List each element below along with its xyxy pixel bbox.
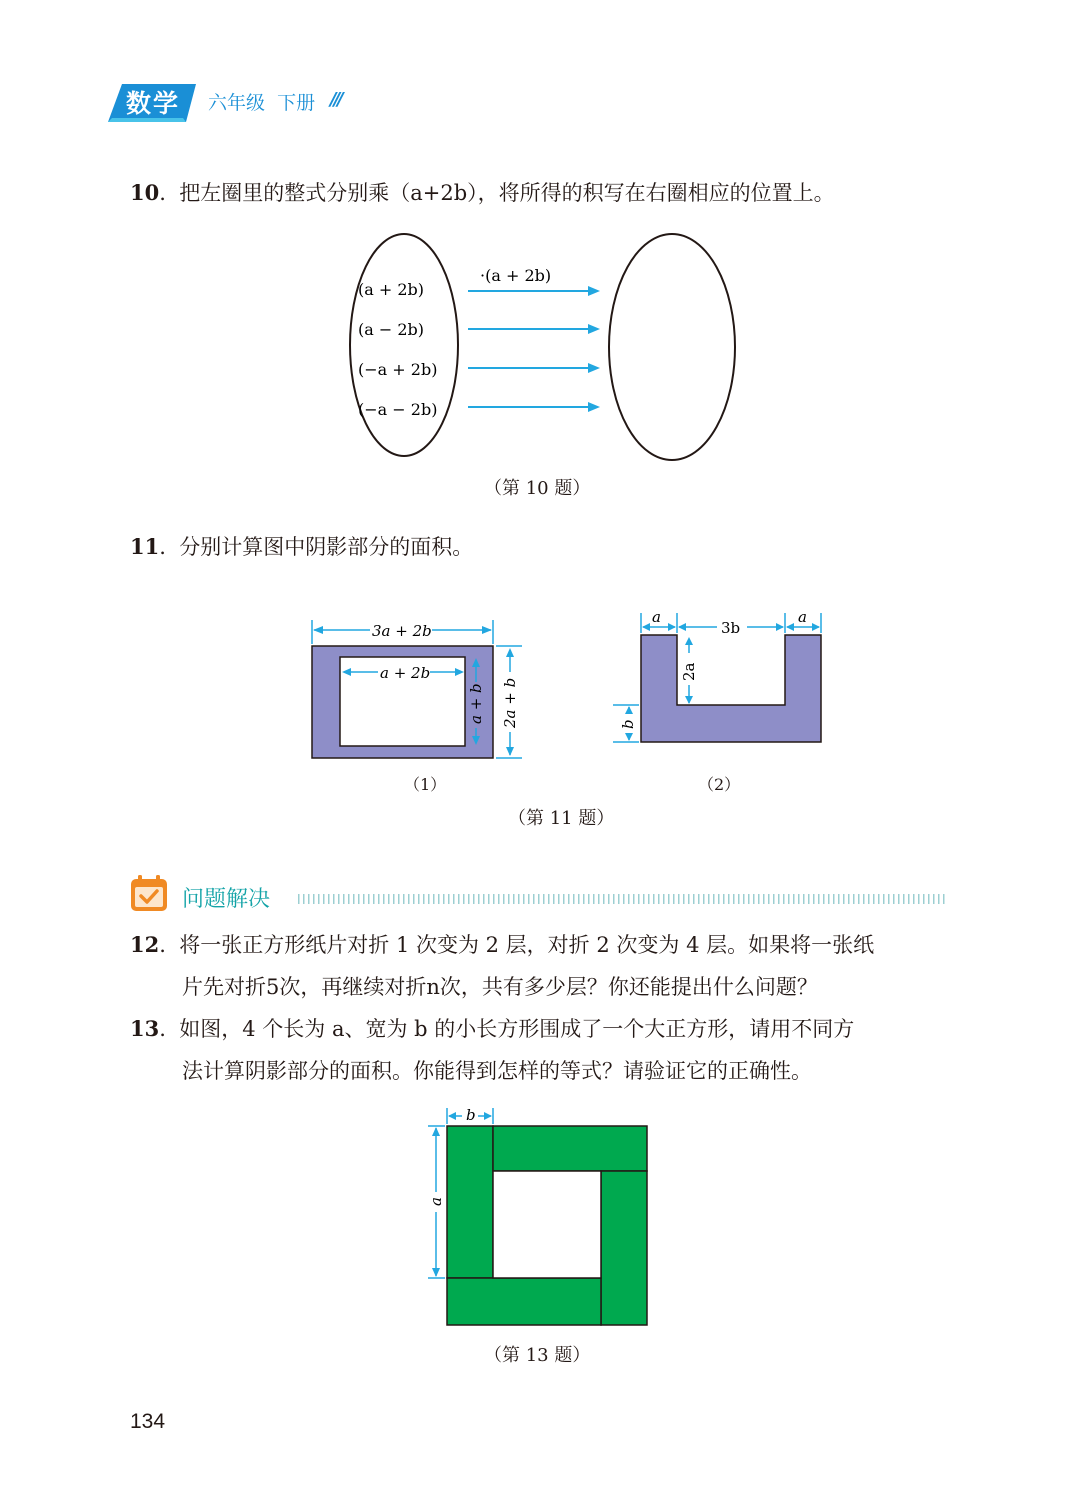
- q13-caption: （第 13 题）: [484, 1345, 591, 1366]
- fig2-caption: （2）: [698, 775, 741, 794]
- width-label: b: [466, 1106, 476, 1124]
- q11-caption: （第 11 题）: [508, 808, 615, 829]
- q11-figure-2: [605, 605, 835, 755]
- center-square: [493, 1171, 601, 1278]
- q11-figure-1: [300, 610, 540, 770]
- question-number: 10: [130, 180, 160, 205]
- right-label: a: [798, 608, 807, 626]
- u-shape: [641, 635, 821, 742]
- q13-figure: [420, 1100, 660, 1332]
- middle-label: 3b: [721, 619, 741, 637]
- question-number: 12: [130, 932, 160, 957]
- inner-height-label: a + b: [467, 683, 485, 724]
- page-number: 134: [130, 1410, 166, 1433]
- rect-right: [601, 1171, 647, 1325]
- calendar-check-icon: [130, 874, 168, 912]
- volume-label: 下册: [277, 92, 316, 114]
- left-label: a: [652, 608, 661, 626]
- question-number: 13: [130, 1016, 160, 1041]
- question-text: 分别计算图中阴影部分的面积。: [179, 535, 474, 559]
- length-label: a: [427, 1197, 445, 1206]
- question-line-1: 如图，4 个长为 a、宽为 b 的小长方形围成了一个大正方形，请用不同方: [179, 1017, 855, 1041]
- inner-label: a + 2b: [380, 664, 431, 682]
- question-line-1: 将一张正方形纸片对折 1 次变为 2 层，对折 2 次变为 4 层。如果将一张纸: [179, 933, 875, 957]
- q10-figure: [340, 225, 750, 470]
- rect-bottom: [447, 1278, 601, 1325]
- question-10: 10. 把左圈里的整式分别乘（a+2b），将所得的积写在右圈相应的位置上。: [130, 180, 835, 205]
- left-item-1: (a + 2b): [358, 280, 425, 299]
- question-text: 把左圈里的整式分别乘（a+2b），将所得的积写在右圈相应的位置上。: [179, 181, 835, 205]
- fig1-caption: （1）: [404, 775, 447, 794]
- section-title: 问题解决: [182, 887, 271, 912]
- rect-top: [493, 1126, 647, 1171]
- left-item-3: (−a + 2b): [358, 360, 438, 379]
- left-item-4: (−a − 2b): [358, 400, 438, 419]
- question-13-line-2: 法计算阴影部分的面积。你能得到怎样的等式？请验证它的正确性。: [182, 1059, 812, 1083]
- section-divider: [298, 894, 948, 904]
- base-label: b: [619, 719, 637, 729]
- header-decoration: ///: [330, 89, 341, 110]
- subject-title: 数学: [126, 89, 181, 118]
- right-ellipse: [609, 234, 735, 460]
- q10-caption: （第 10 题）: [484, 478, 591, 499]
- operator-label: ·(a + 2b): [480, 266, 552, 285]
- question-12-line-2: 片先对折5次，再继续对折n次，共有多少层？你还能提出什么问题？: [182, 975, 818, 999]
- rect-left: [447, 1126, 493, 1278]
- depth-label: 2a: [680, 662, 698, 681]
- grade-label: 六年级 下册: [208, 92, 316, 114]
- outer-height-label: 2a + b: [501, 677, 519, 728]
- question-11: 11. 分别计算图中阴影部分的面积。: [130, 534, 474, 559]
- top-label: 3a + 2b: [372, 622, 432, 640]
- question-number: 11: [130, 534, 160, 559]
- left-item-2: (a − 2b): [358, 320, 425, 339]
- question-12: 12. 将一张正方形纸片对折 1 次变为 2 层，对折 2 次变为 4 层。如果将一张纸: [130, 932, 875, 957]
- question-13: 13. 如图，4 个长为 a、宽为 b 的小长方形围成了一个大正方形，请用不同方: [130, 1016, 855, 1041]
- left-ellipse: [350, 234, 458, 456]
